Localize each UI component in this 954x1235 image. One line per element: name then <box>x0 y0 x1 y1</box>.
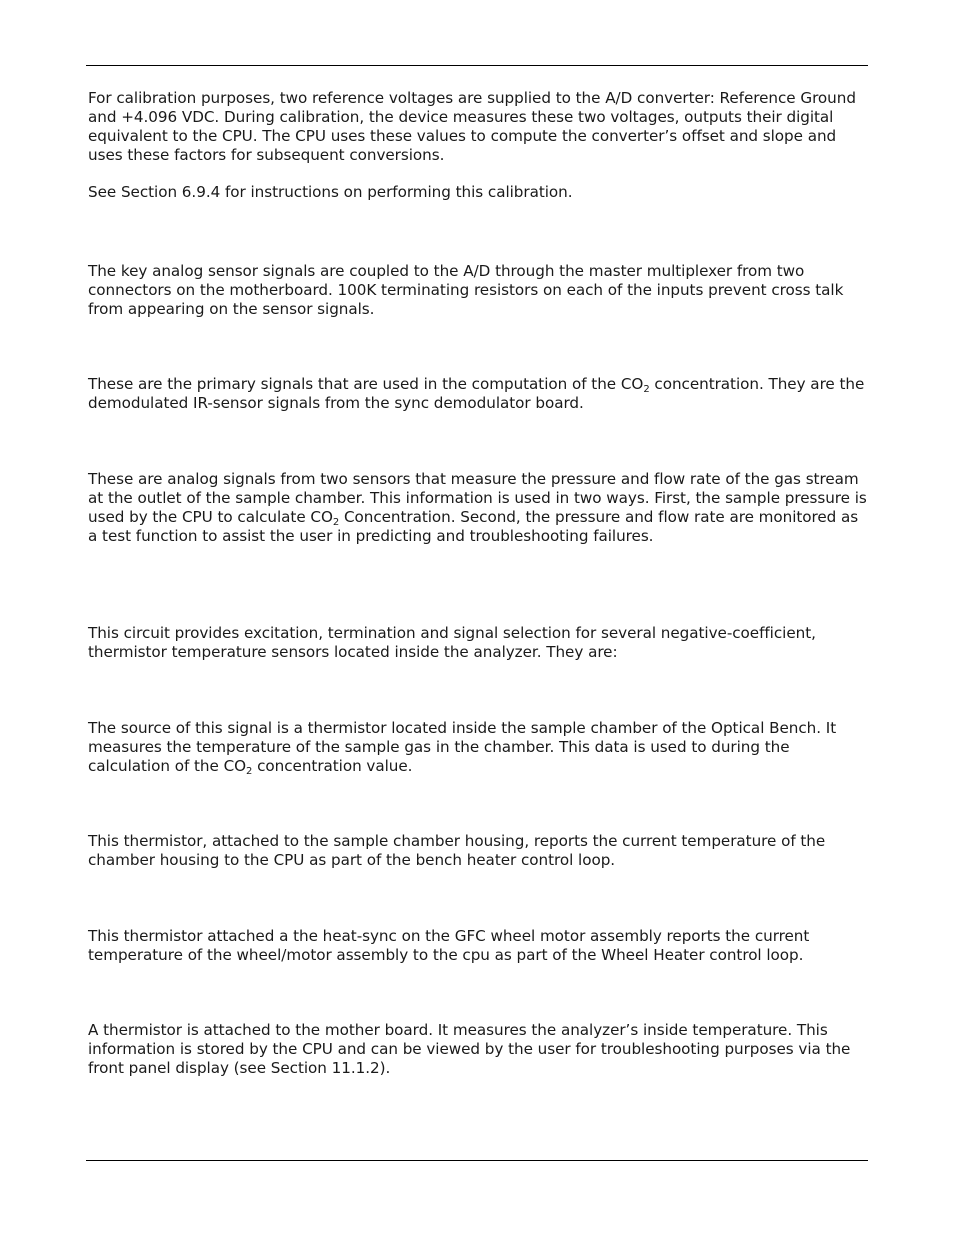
subscript: 2 <box>246 766 253 777</box>
paragraph-pressure-flow <box>88 470 868 546</box>
paragraph-primary-signals <box>88 375 868 413</box>
text-segment: These are the primary signals that are used in the computation of the CO <box>88 375 644 393</box>
paragraph-sample-temperature <box>88 719 868 776</box>
text-segment: Concentration. Second, the pressure and flow rate are monitored as a test function to assist the user in predicting and troubleshooting failures. <box>88 508 859 545</box>
paragraph-sensor-signals: The key analog sensor signals are coupled to the A/D through the master multiplexer from two connectors on the motherboard. 100K terminating resistors on each of the inputs prevent cross talk from appearing on the sensor signals. <box>88 262 844 318</box>
paragraph-thermistor-circuit: This circuit provides excitation, termination and signal selection for several negative-coefficient, thermistor temperature sensors located inside the analyzer. They are: <box>88 624 816 661</box>
paragraph-box-temperature: A thermistor is attached to the mother board. It measures the analyzer’s inside temperature. This information is stored by the CPU and can be viewed by the user for troubleshooting purposes via the front panel display (see Section 11.1.2). <box>88 1021 851 1077</box>
text-segment: The source of this signal is a thermistor located inside the sample chamber of the Optical Bench. It measures the temperature of the sample gas in the chamber. This data is used to during the calculation of the CO <box>88 719 837 775</box>
footer-rule <box>86 1160 868 1161</box>
text-segment: These are analog signals from two sensors that measure the pressure and flow rate of the gas stream at the outlet of the sample chamber. This information is used in two ways. First, the sample pressure is used by the CPU to calculate CO <box>88 470 867 526</box>
text-segment: concentration value. <box>252 757 413 775</box>
paragraph-bench-temperature: This thermistor, attached to the sample chamber housing, reports the current temperature of the chamber housing to the CPU as part of the bench heater control loop. <box>88 832 826 869</box>
subscript: 2 <box>332 517 340 528</box>
paragraph-wheel-temperature: This thermistor attached a the heat-sync on the GFC wheel motor assembly reports the current temperature of the wheel/motor assembly to the cpu as part of the Wheel Heater control loop. <box>88 927 810 964</box>
header-rule <box>86 65 868 66</box>
paragraph-see-section: See Section 6.9.4 for instructions on performing this calibration. <box>88 183 573 201</box>
paragraph-calibration: For calibration purposes, two reference voltages are supplied to the A/D converter: Reference Ground and +4.096 VDC. During calibration, the device measures these two voltages, outputs their digital equivalent to the CPU. The CPU uses these values to compute the converter’s offset and slope and uses these factors for subsequent conversions. <box>88 89 856 164</box>
subscript: 2 <box>643 384 650 395</box>
text-segment: concentration. They are the demodulated IR-sensor signals from the sync demodulator board. <box>88 375 865 412</box>
